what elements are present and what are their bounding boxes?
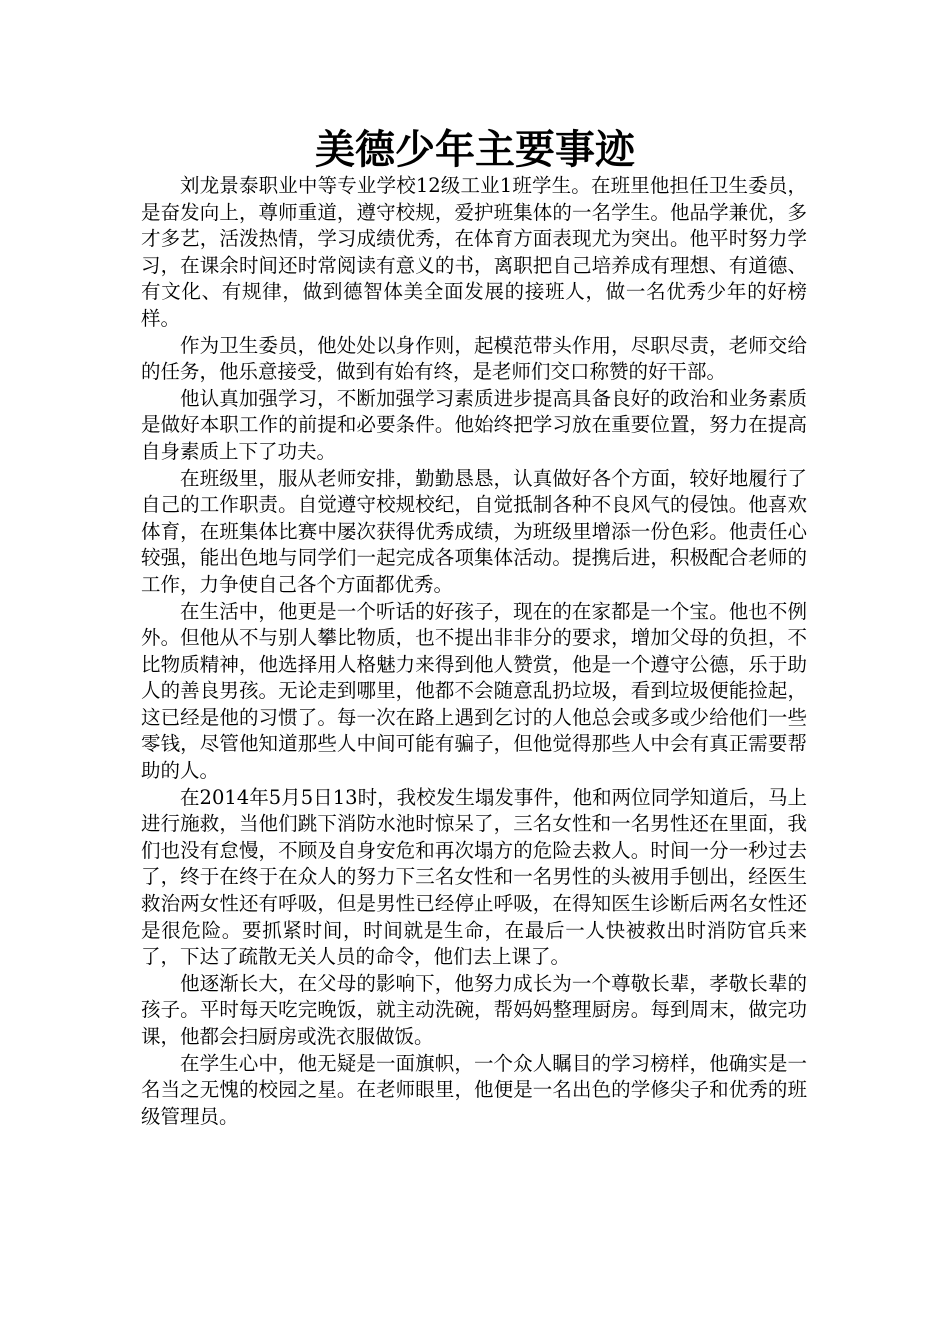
paragraph-6: 在2014年5月5日13时，我校发生塌发事件，他和两位同学知道后，马上进行施救，当他们跳下消防水池时惊呆了，三名女性和一名男性还在里面，我们也没有怠慢，不顾及自身安危和再次塌方的危险去救人。时间一分一秒过去了，终于在终于在众人的努力下三名女性和一名男性的头被用手刨出，经医生救治两女性还有呼吸，但是男性已经停止呼吸，在得知医生诊断后两名女性还是很危险。要抓紧时间，时间就是生命，在最后一人快被救出时消防官兵来了，下达了疏散无关人员的命令，他们去上课了。 bbox=[141, 785, 807, 969]
paragraph-1: 刘龙景泰职业中等专业学校12级工业1班学生。在班里他担任卫生委员，是奋发向上，尊师重道，遵守校规，爱护班集体的一名学生。他品学兼优，多才多艺，活泼热情，学习成绩优秀，在体育方面表现尤为突出。他平时努力学习，在课余时间还时常阅读有意义的书，离职把自己培养成有理想、有道德、有文化、有规律，做到德智体美全面发展的接班人，做一名优秀少年的好榜样。 bbox=[141, 174, 807, 330]
document-body bbox=[141, 173, 807, 1130]
paragraph-5: 在生活中，他更是一个听话的好孩子，现在的在家都是一个宝。他也不例外。但他从不与别人攀比物质，也不提出非非分的要求，增加父母的负担，不比物质精神，他选择用人格魅力来得到他人赞赏，他是一个遵守公德，乐于助人的善良男孩。无论走到哪里，他都不会随意乱扔垃圾，看到垃圾便能捡起，这已经是他的习惯了。每一次在路上遇到乞讨的人他总会或多或少给他们一些零钱，尽管他知道那些人中间可能有骗子，但他觉得那些人中会有真正需要帮助的人。 bbox=[141, 599, 807, 783]
paragraph-7: 他逐渐长大，在父母的影响下，他努力成长为一个尊敬长辈，孝敬长辈的孩子。平时每天吃完晚饭，就主动洗碗，帮妈妈整理厨房。每到周末，做完功课，他都会扫厨房或洗衣服做饭。 bbox=[141, 971, 807, 1048]
paragraph-2: 作为卫生委员，他处处以身作则，起模范带头作用，尽职尽责，老师交给的任务，他乐意接受，做到有始有终，是老师们交口称赞的好干部。 bbox=[141, 333, 807, 384]
paragraph-4: 在班级里，服从老师安排，勤勤恳恳，认真做好各个方面，较好地履行了自己的工作职责。自觉遵守校规校纪，自觉抵制各种不良风气的侵蚀。他喜欢体育，在班集体比赛中屡次获得优秀成绩，为班级里增添一份色彩。他责任心较强，能出色地与同学们一起完成各项集体活动。提携后进，积极配合老师的工作，力争使自己各个方面都优秀。 bbox=[141, 466, 807, 596]
document-title: 美德少年主要事迹 bbox=[315, 126, 635, 173]
paragraph-3: 他认真加强学习，不断加强学习素质进步提高具备良好的政治和业务素质是做好本职工作的前提和必要条件。他始终把学习放在重要位置，努力在提高自身素质上下了功夫。 bbox=[141, 386, 807, 463]
paragraph-8: 在学生心中，他无疑是一面旗帜，一个众人瞩目的学习榜样，他确实是一名当之无愧的校园之星。在老师眼里，他便是一名出色的学修尖子和优秀的班级管理员。 bbox=[141, 1051, 807, 1128]
